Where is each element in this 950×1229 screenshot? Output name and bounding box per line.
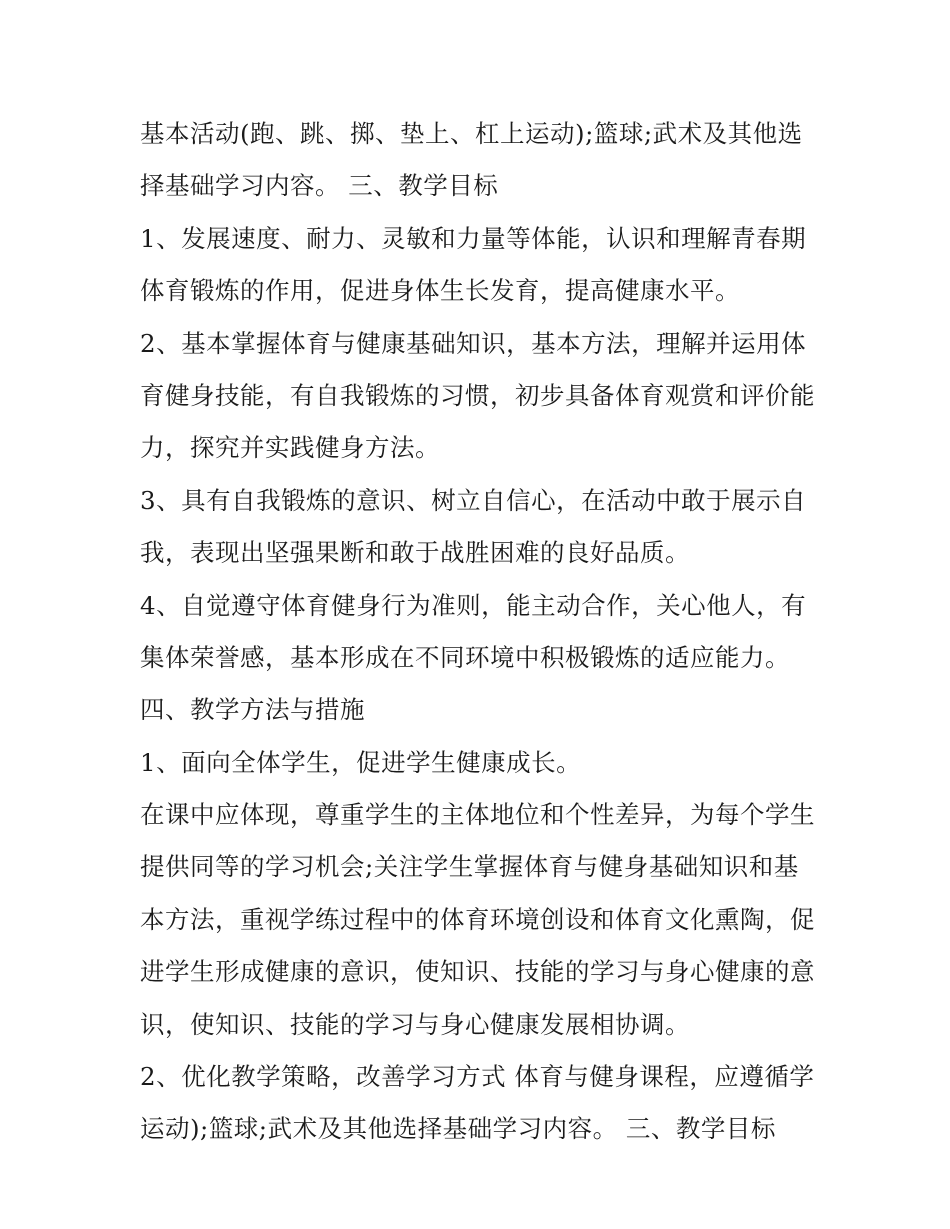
text-line: 体育锻炼的作用，促进身体生长发育，提高健康水平。 [140, 276, 740, 306]
text-line: 在课中应体现，尊重学生的主体地位和个性差异，为每个学生 [140, 800, 815, 830]
text-line: 1、发展速度、耐力、灵敏和力量等体能，认识和理解青春期 [140, 223, 807, 253]
text-line: 进学生形成健康的意识，使知识、技能的学习与身心健康的意 [140, 957, 815, 987]
text-line: 运动);篮球;武术及其他选择基础学习内容。 三、教学目标 [140, 1114, 776, 1144]
section-heading: 四、教学方法与措施 [140, 695, 365, 725]
text-line: 识，使知识、技能的学习与身心健康发展相协调。 [140, 1009, 690, 1039]
text-line: 提供同等的学习机会;关注学生掌握体育与健身基础知识和基 [140, 852, 799, 882]
text-line: 1、面向全体学生，促进学生健康成长。 [140, 747, 582, 777]
text-line: 集体荣誉感，基本形成在不同环境中积极锻炼的适应能力。 [140, 642, 790, 672]
text-line: 2、优化教学策略，改善学习方式 体育与健身课程，应遵循学 [140, 1062, 815, 1092]
text-line: 本方法，重视学练过程中的体育环境创设和体育文化熏陶，促 [140, 904, 815, 934]
text-line: 择基础学习内容。 三、教学目标 [140, 171, 499, 201]
text-line: 4、自觉遵守体育健身行为准则，能主动合作，关心他人，有 [140, 590, 807, 620]
text-line: 我，表现出坚强果断和敢于战胜困难的良好品质。 [140, 538, 690, 568]
text-line: 基本活动(跑、跳、掷、垫上、杠上运动);篮球;武术及其他选 [140, 119, 803, 148]
text-line: 力，探究并实践健身方法。 [140, 433, 440, 463]
text-line: 2、基本掌握体育与健康基础知识，基本方法，理解并运用体 [140, 328, 807, 358]
document-body [140, 108, 820, 1156]
text-line: 育健身技能，有自我锻炼的习惯，初步具备体育观赏和评价能 [140, 380, 815, 410]
text-line: 3、具有自我锻炼的意识、树立自信心，在活动中敢于展示自 [140, 485, 807, 515]
